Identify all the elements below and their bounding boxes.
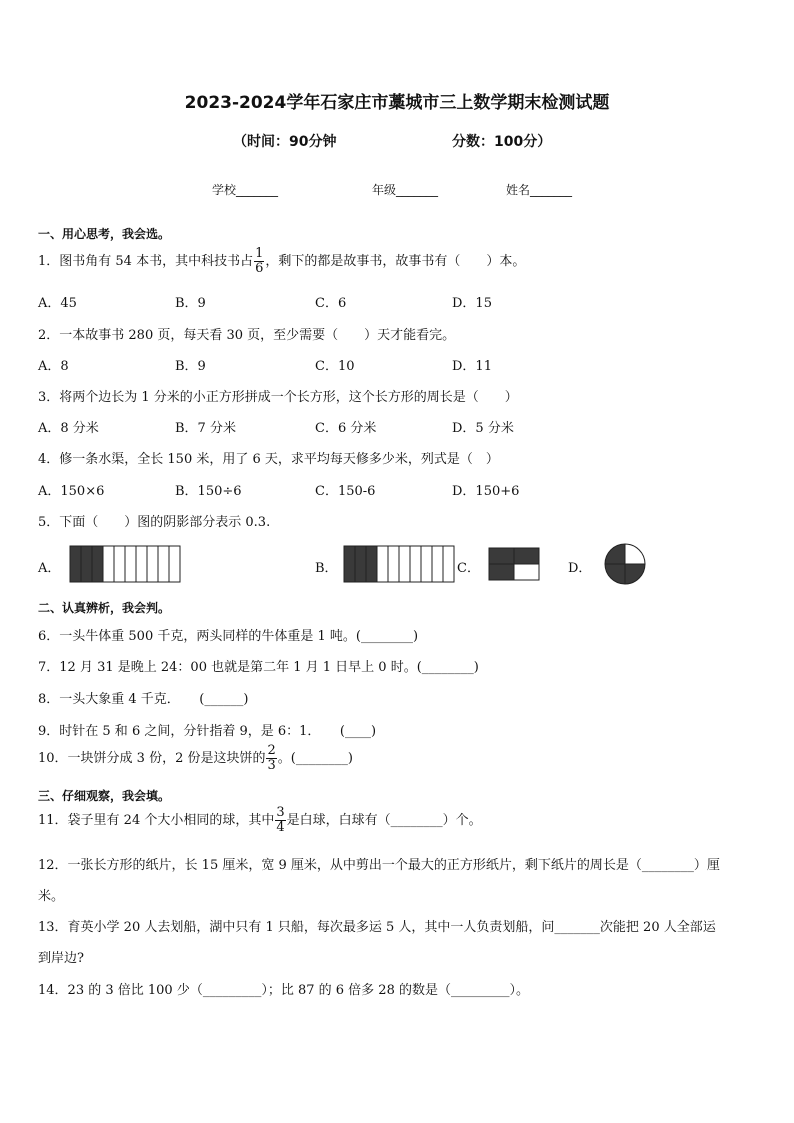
question-5: 5．下面（ ）图的阴影部分表示 0.3.	[38, 515, 271, 530]
question-1	[38, 247, 525, 276]
q2-option-c: C．10	[315, 359, 355, 374]
q1-option-b: B．9	[175, 296, 206, 311]
question-4: 4．修一条水渠，全长 150 米，用了 6 天，求平均每天修多少米，列式是（ ）	[38, 452, 499, 467]
q1-option-a: A．45	[38, 296, 77, 311]
q1-option-c: C．6	[315, 296, 347, 311]
figure-d-quarter-4	[625, 544, 645, 564]
q4-option-c: C．150-6	[315, 484, 376, 499]
school-field: 学校_______	[212, 183, 279, 197]
q2-option-a: A．8	[38, 359, 69, 374]
question-10	[38, 744, 353, 773]
fraction-2-3: $\frac{2}{3}$	[267, 743, 276, 773]
figure-c-cell-1	[489, 548, 514, 564]
question-14: 14．23 的 3 倍比 100 少（_________）；比 87 的 6 倍多 28 的数是（_________）。	[38, 983, 529, 998]
figure-a-cell-4	[103, 546, 114, 582]
exam-time: （时间：90分钟	[233, 134, 337, 150]
page-title: 2023-2024学年石家庄市藁城市三上数学期末检测试题	[184, 93, 610, 113]
fraction-1-6: $\frac{1}{6}$	[255, 246, 264, 276]
question-6: 6．一头牛体重 500 千克，两头同样的牛体重是 1 吨。(________)	[38, 629, 419, 644]
name-field: 姓名_______	[506, 183, 573, 197]
exam-score: 分数：100分）	[452, 134, 552, 150]
q5-option-c: C．	[457, 561, 480, 576]
question-11	[38, 806, 482, 835]
question-8: 8．一头大象重 4 千克． (______)	[38, 692, 249, 707]
q5-option-b: B．	[315, 561, 338, 576]
question-13-line-1: 13．育英小学 20 人去划船，湖中只有 1 只船，每次最多运 5 人，其中一人负责划船，问_______次能把 20 人全部运	[38, 920, 716, 935]
figure-d-quarter-2	[605, 564, 625, 584]
figure-b-cell-9	[432, 546, 443, 582]
figure-d-quarter-1	[605, 544, 625, 564]
question-10-post: 。(________)	[277, 751, 353, 766]
figure-d-quarter-3	[625, 564, 645, 584]
figure-c-cell-3	[489, 564, 514, 580]
q2-option-b: B．9	[175, 359, 206, 374]
figure-b-cell-2	[355, 546, 366, 582]
figure-a-cell-6	[125, 546, 136, 582]
figure-c-grid	[488, 547, 540, 581]
figure-c-cell-2	[514, 548, 539, 564]
q4-option-a: A．150×6	[38, 484, 105, 499]
q1-option-d: D．15	[452, 296, 492, 311]
figure-b-cell-10	[443, 546, 454, 582]
question-1-post: ，剩下的都是故事书，故事书有（ ）本。	[265, 254, 526, 269]
question-11-post: 是白球，白球有（________）个。	[286, 813, 482, 828]
question-11-pre: 11．袋子里有 24 个大小相同的球，其中	[38, 813, 275, 828]
q2-option-d: D．11	[452, 359, 492, 374]
fraction-3-4: $\frac{3}{4}$	[276, 805, 285, 835]
figure-d-circle	[603, 542, 647, 586]
grade-field: 年级_______	[372, 183, 439, 197]
q3-option-a: A．8 分米	[38, 421, 99, 436]
figure-b-cell-7	[410, 546, 421, 582]
section-2-heading: 二、认真辨析，我会判。	[38, 601, 171, 615]
figure-b-cell-5	[388, 546, 399, 582]
question-12-line-1: 12．一张长方形的纸片，长 15 厘米，宽 9 厘米，从中剪出一个最大的正方形纸片，剩下纸片的周长是（________）厘	[38, 858, 720, 873]
figure-c-cell-4	[514, 564, 539, 580]
q4-option-b: B．150÷6	[175, 484, 242, 499]
question-1-pre: 1．图书角有 54 本书，其中科技书占	[38, 254, 254, 269]
figure-a-cell-3	[92, 546, 103, 582]
figure-b-strip	[343, 545, 455, 583]
q3-option-d: D．5 分米	[452, 421, 514, 436]
figure-a-cell-7	[136, 546, 147, 582]
figure-a-cell-1	[70, 546, 81, 582]
figure-b-cell-3	[366, 546, 377, 582]
question-3: 3．将两个边长为 1 分米的小正方形拼成一个长方形，这个长方形的周长是（ ）	[38, 390, 518, 405]
q5-option-d: D．	[568, 561, 592, 576]
figure-a-cell-10	[169, 546, 180, 582]
q4-option-d: D．150+6	[452, 484, 520, 499]
figure-b-cell-8	[421, 546, 432, 582]
question-9: 9．时针在 5 和 6 之间，分针指着 9，是 6：1． (____)	[38, 724, 377, 739]
question-2: 2．一本故事书 280 页，每天看 30 页，至少需要（ ）天才能看完。	[38, 328, 456, 343]
question-12-line-2: 米。	[38, 889, 65, 904]
figure-a-cell-5	[114, 546, 125, 582]
figure-a-strip	[69, 545, 181, 583]
question-10-pre: 10．一块饼分成 3 份，2 份是这块饼的	[38, 751, 266, 766]
figure-a-cell-2	[81, 546, 92, 582]
question-7: 7．12 月 31 是晚上 24：00 也就是第二年 1 月 1 日早上 0 时。(________)	[38, 660, 479, 675]
figure-a-cell-8	[147, 546, 158, 582]
figure-b-cell-1	[344, 546, 355, 582]
section-1-heading: 一、用心思考，我会选。	[38, 227, 171, 241]
q3-option-c: C．6 分米	[315, 421, 377, 436]
question-13-line-2: 到岸边?	[38, 951, 84, 966]
section-3-heading: 三、仔细观察，我会填。	[38, 789, 171, 803]
figure-b-cell-6	[399, 546, 410, 582]
figure-b-cell-4	[377, 546, 388, 582]
q3-option-b: B．7 分米	[175, 421, 236, 436]
q5-option-a: A．	[38, 561, 61, 576]
figure-a-cell-9	[158, 546, 169, 582]
